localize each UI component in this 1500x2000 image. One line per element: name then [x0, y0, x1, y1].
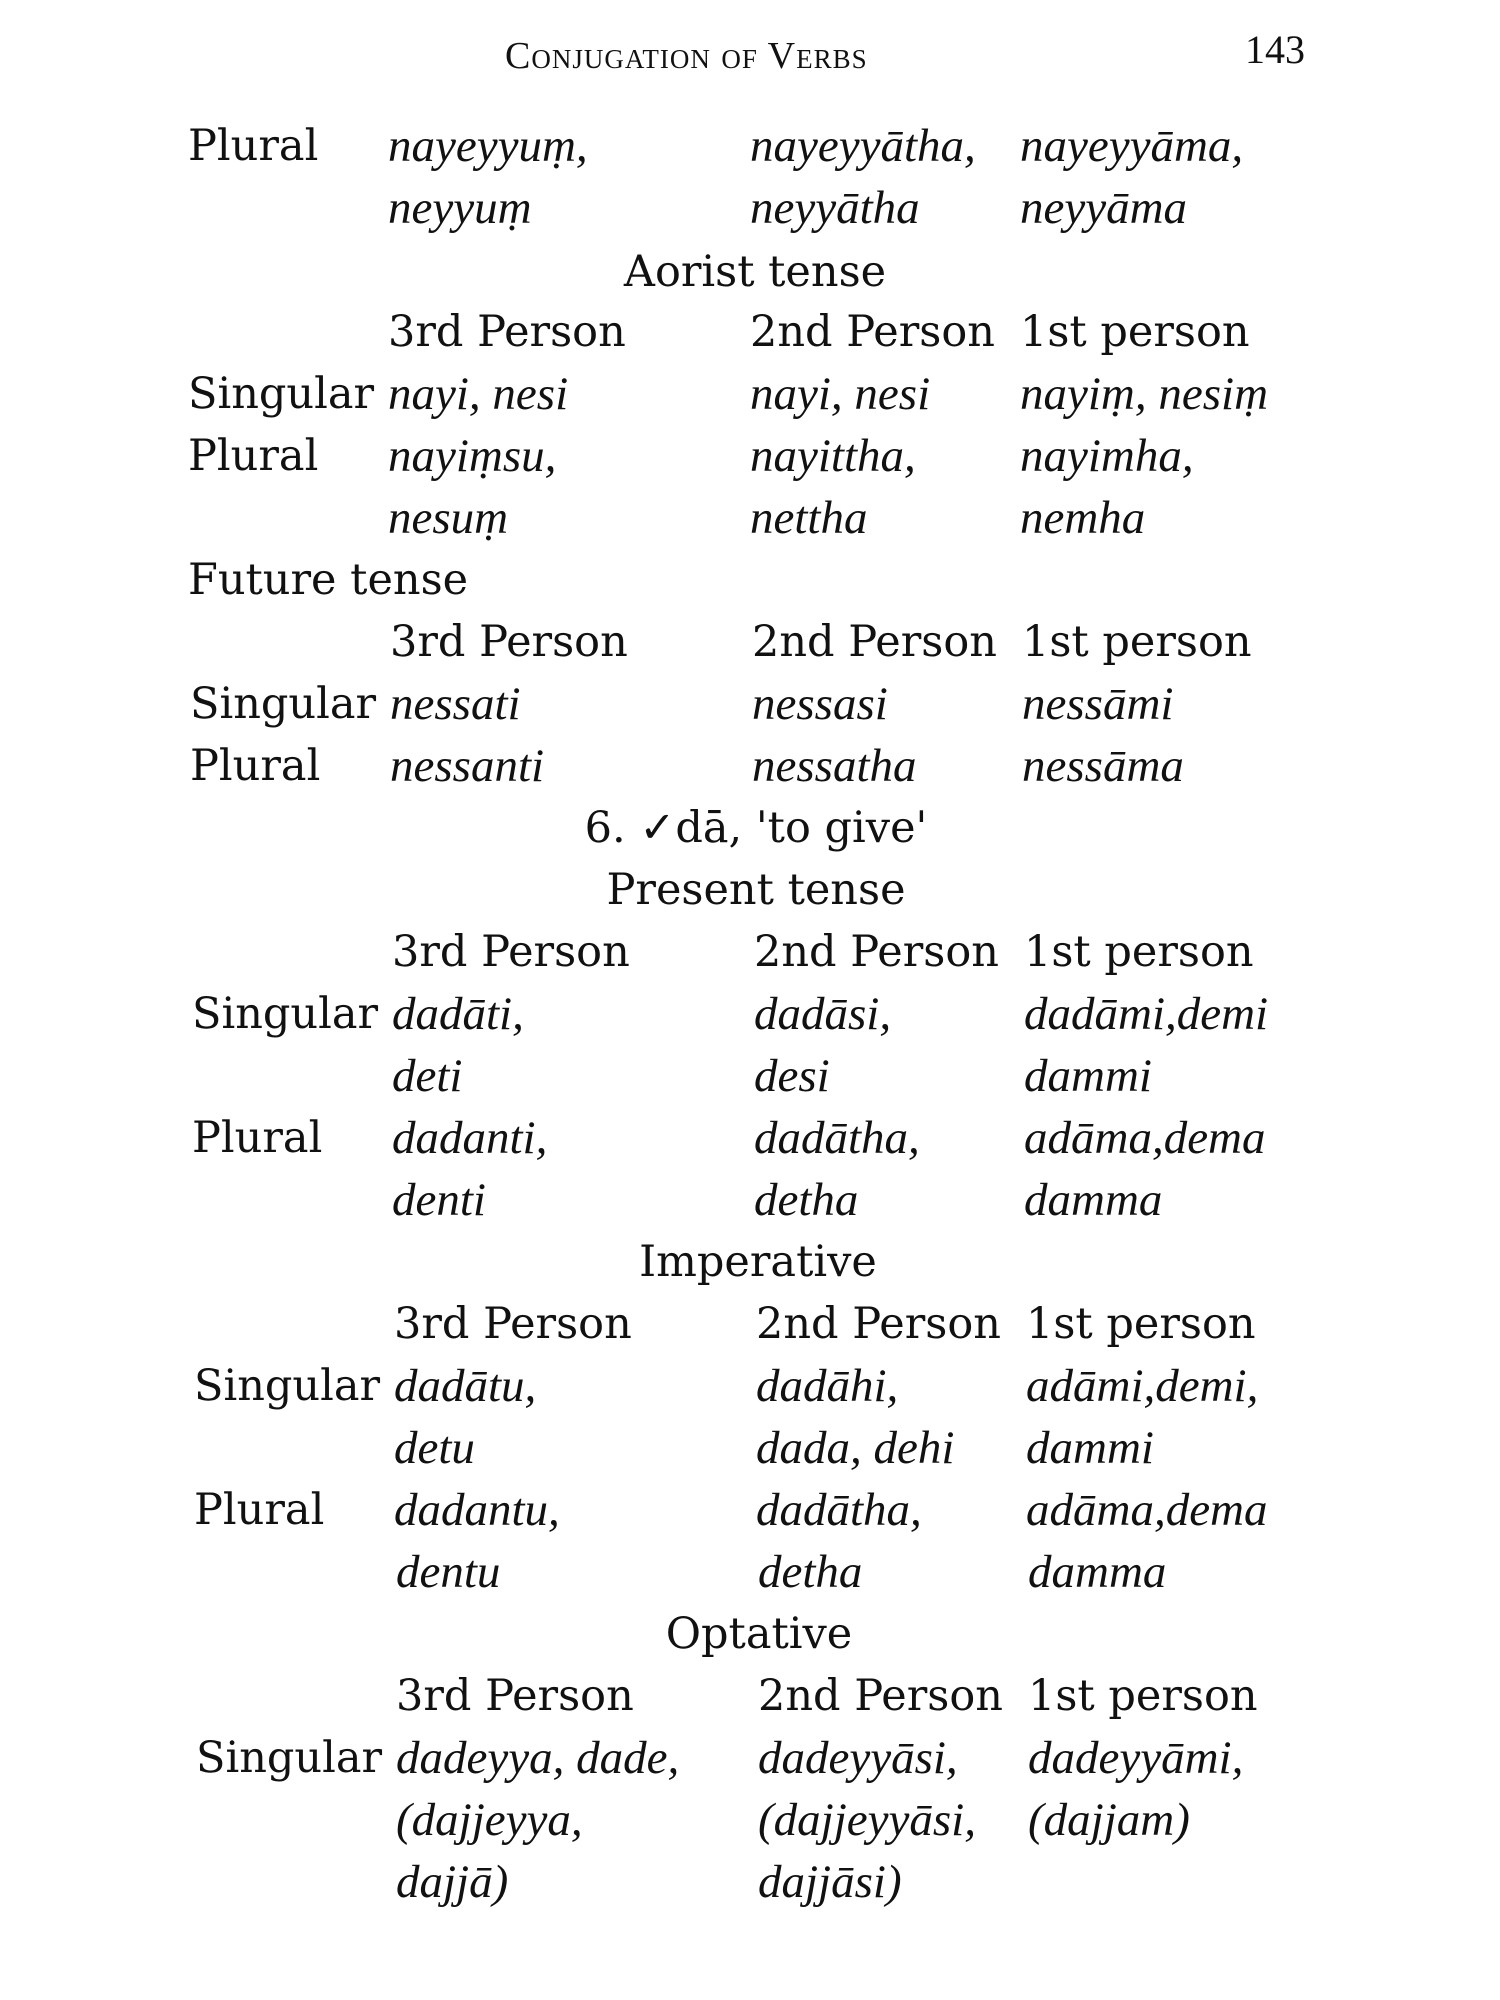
conjugation-row	[0, 1480, 1500, 1540]
section-heading-text: Optative	[665, 1609, 853, 1659]
section-heading	[0, 1604, 1500, 1664]
second-person-form: nessatha	[752, 740, 917, 792]
third-person-form: nayeyyuṃ,	[388, 120, 588, 172]
person-header-row	[0, 922, 1500, 982]
conjugation-row	[0, 1542, 1500, 1602]
first-person-form: nessāmi	[1022, 678, 1174, 730]
person-column-header: 3rd Person	[392, 927, 630, 977]
person-column-header: 1st person	[1028, 1671, 1258, 1721]
conjugation-row	[0, 1728, 1500, 1788]
person-column-header: 3rd Person	[396, 1671, 634, 1721]
second-person-form: dadeyyāsi,	[758, 1732, 958, 1784]
third-person-form: nesuṃ	[388, 492, 509, 544]
row-label: Plural	[194, 1485, 325, 1535]
second-person-form: detha	[754, 1174, 859, 1226]
third-person-form: nayi, nesi	[388, 368, 569, 420]
third-person-form: nessati	[390, 678, 521, 730]
person-column-header: 1st person	[1020, 307, 1250, 357]
conjugation-row	[0, 736, 1500, 796]
third-person-form: (dajjeyya,	[396, 1794, 583, 1846]
row-label: Plural	[188, 121, 319, 171]
person-header-row	[0, 612, 1500, 672]
section-heading-text: 6. ✓dā, 'to give'	[584, 803, 928, 853]
second-person-form: nayittha,	[750, 430, 916, 482]
person-column-header: 2nd Person	[752, 617, 997, 667]
conjugation-row	[0, 984, 1500, 1044]
row-label: Plural	[190, 741, 321, 791]
conjugation-row	[0, 1046, 1500, 1106]
person-header-row	[0, 302, 1500, 362]
first-person-form: dadāmi,demi	[1024, 988, 1269, 1040]
conjugation-row	[0, 1170, 1500, 1230]
third-person-form: neyyuṃ	[388, 182, 532, 234]
person-column-header: 2nd Person	[756, 1299, 1001, 1349]
third-person-form: nessanti	[390, 740, 545, 792]
second-person-form: nayi, nesi	[750, 368, 931, 420]
conjugation-row	[0, 116, 1500, 176]
first-person-form: neyyāma	[1020, 182, 1188, 234]
third-person-form: dadātu,	[394, 1360, 537, 1412]
row-label: Plural	[188, 431, 319, 481]
conjugation-row	[0, 488, 1500, 548]
second-person-form: dajjāsi)	[758, 1856, 902, 1908]
conjugation-row	[0, 1852, 1500, 1912]
second-person-form: (dajjeyyāsi,	[758, 1794, 976, 1846]
second-person-form: neyyātha	[750, 182, 920, 234]
conjugation-row	[0, 364, 1500, 424]
first-person-form: adāma,dema	[1026, 1484, 1268, 1536]
first-person-form: nayiṃ, nesiṃ	[1020, 368, 1269, 420]
first-person-form: (dajjam)	[1028, 1794, 1190, 1846]
first-person-form: nemha	[1020, 492, 1146, 544]
person-column-header: 3rd Person	[390, 617, 628, 667]
first-person-form: nayimha,	[1020, 430, 1194, 482]
first-person-form: nessāma	[1022, 740, 1184, 792]
second-person-form: dadāsi,	[754, 988, 892, 1040]
second-person-form: dadātha,	[756, 1484, 922, 1536]
third-person-form: dadantu,	[394, 1484, 560, 1536]
row-label: Future tense	[188, 555, 469, 605]
section-heading-text: Imperative	[639, 1237, 877, 1287]
first-person-form: dammi	[1024, 1050, 1152, 1102]
second-person-form: nayeyyātha,	[750, 120, 976, 172]
row-label: Singular	[190, 679, 377, 729]
first-person-form: damma	[1028, 1546, 1167, 1598]
running-head: Conjugation of Verbs	[505, 35, 868, 77]
person-column-header: 1st person	[1024, 927, 1254, 977]
second-person-form: dadātha,	[754, 1112, 920, 1164]
section-heading-text: Aorist tense	[623, 247, 887, 297]
person-column-header: 3rd Person	[394, 1299, 632, 1349]
row-label: Singular	[188, 369, 375, 419]
section-heading	[0, 1232, 1500, 1292]
second-person-form: dada, dehi	[756, 1422, 955, 1474]
conjugation-row	[0, 1356, 1500, 1416]
conjugation-row	[0, 674, 1500, 734]
section-heading	[0, 242, 1500, 302]
row-label: Plural	[192, 1113, 323, 1163]
section-heading-text: Present tense	[606, 865, 906, 915]
section-heading	[0, 798, 1500, 858]
third-person-form: dadāti,	[392, 988, 524, 1040]
third-person-form: detu	[394, 1422, 475, 1474]
third-person-form: dadanti,	[392, 1112, 548, 1164]
section-heading	[0, 860, 1500, 920]
first-person-form: dadeyyāmi,	[1028, 1732, 1244, 1784]
conjugation-row	[0, 1108, 1500, 1168]
row-label: Singular	[194, 1361, 381, 1411]
page-number: 143	[1245, 27, 1305, 72]
second-person-form: detha	[758, 1546, 863, 1598]
second-person-form: nessasi	[752, 678, 888, 730]
row-label: Singular	[192, 989, 379, 1039]
conjugation-row	[0, 426, 1500, 486]
person-column-header: 2nd Person	[758, 1671, 1003, 1721]
third-person-form: denti	[392, 1174, 486, 1226]
second-person-form: dadāhi,	[756, 1360, 899, 1412]
person-column-header: 3rd Person	[388, 307, 626, 357]
second-person-form: desi	[754, 1050, 830, 1102]
conjugation-row	[0, 1790, 1500, 1850]
third-person-form: dajjā)	[396, 1856, 509, 1908]
row-label: Singular	[196, 1733, 383, 1783]
third-person-form: dentu	[396, 1546, 501, 1598]
person-header-row	[0, 1666, 1500, 1726]
third-person-form: nayiṃsu,	[388, 430, 557, 482]
first-person-form: adāmi,demi,	[1026, 1360, 1259, 1412]
first-person-form: adāma,dema	[1024, 1112, 1266, 1164]
conjugation-row	[0, 1418, 1500, 1478]
second-person-form: nettha	[750, 492, 868, 544]
conjugation-row	[0, 550, 1500, 610]
person-column-header: 2nd Person	[754, 927, 999, 977]
person-header-row	[0, 1294, 1500, 1354]
first-person-form: dammi	[1026, 1422, 1154, 1474]
person-column-header: 1st person	[1022, 617, 1252, 667]
third-person-form: dadeyya, dade,	[396, 1732, 680, 1784]
person-column-header: 2nd Person	[750, 307, 995, 357]
person-column-header: 1st person	[1026, 1299, 1256, 1349]
first-person-form: nayeyyāma,	[1020, 120, 1244, 172]
first-person-form: damma	[1024, 1174, 1163, 1226]
conjugation-row	[0, 178, 1500, 238]
third-person-form: deti	[392, 1050, 463, 1102]
